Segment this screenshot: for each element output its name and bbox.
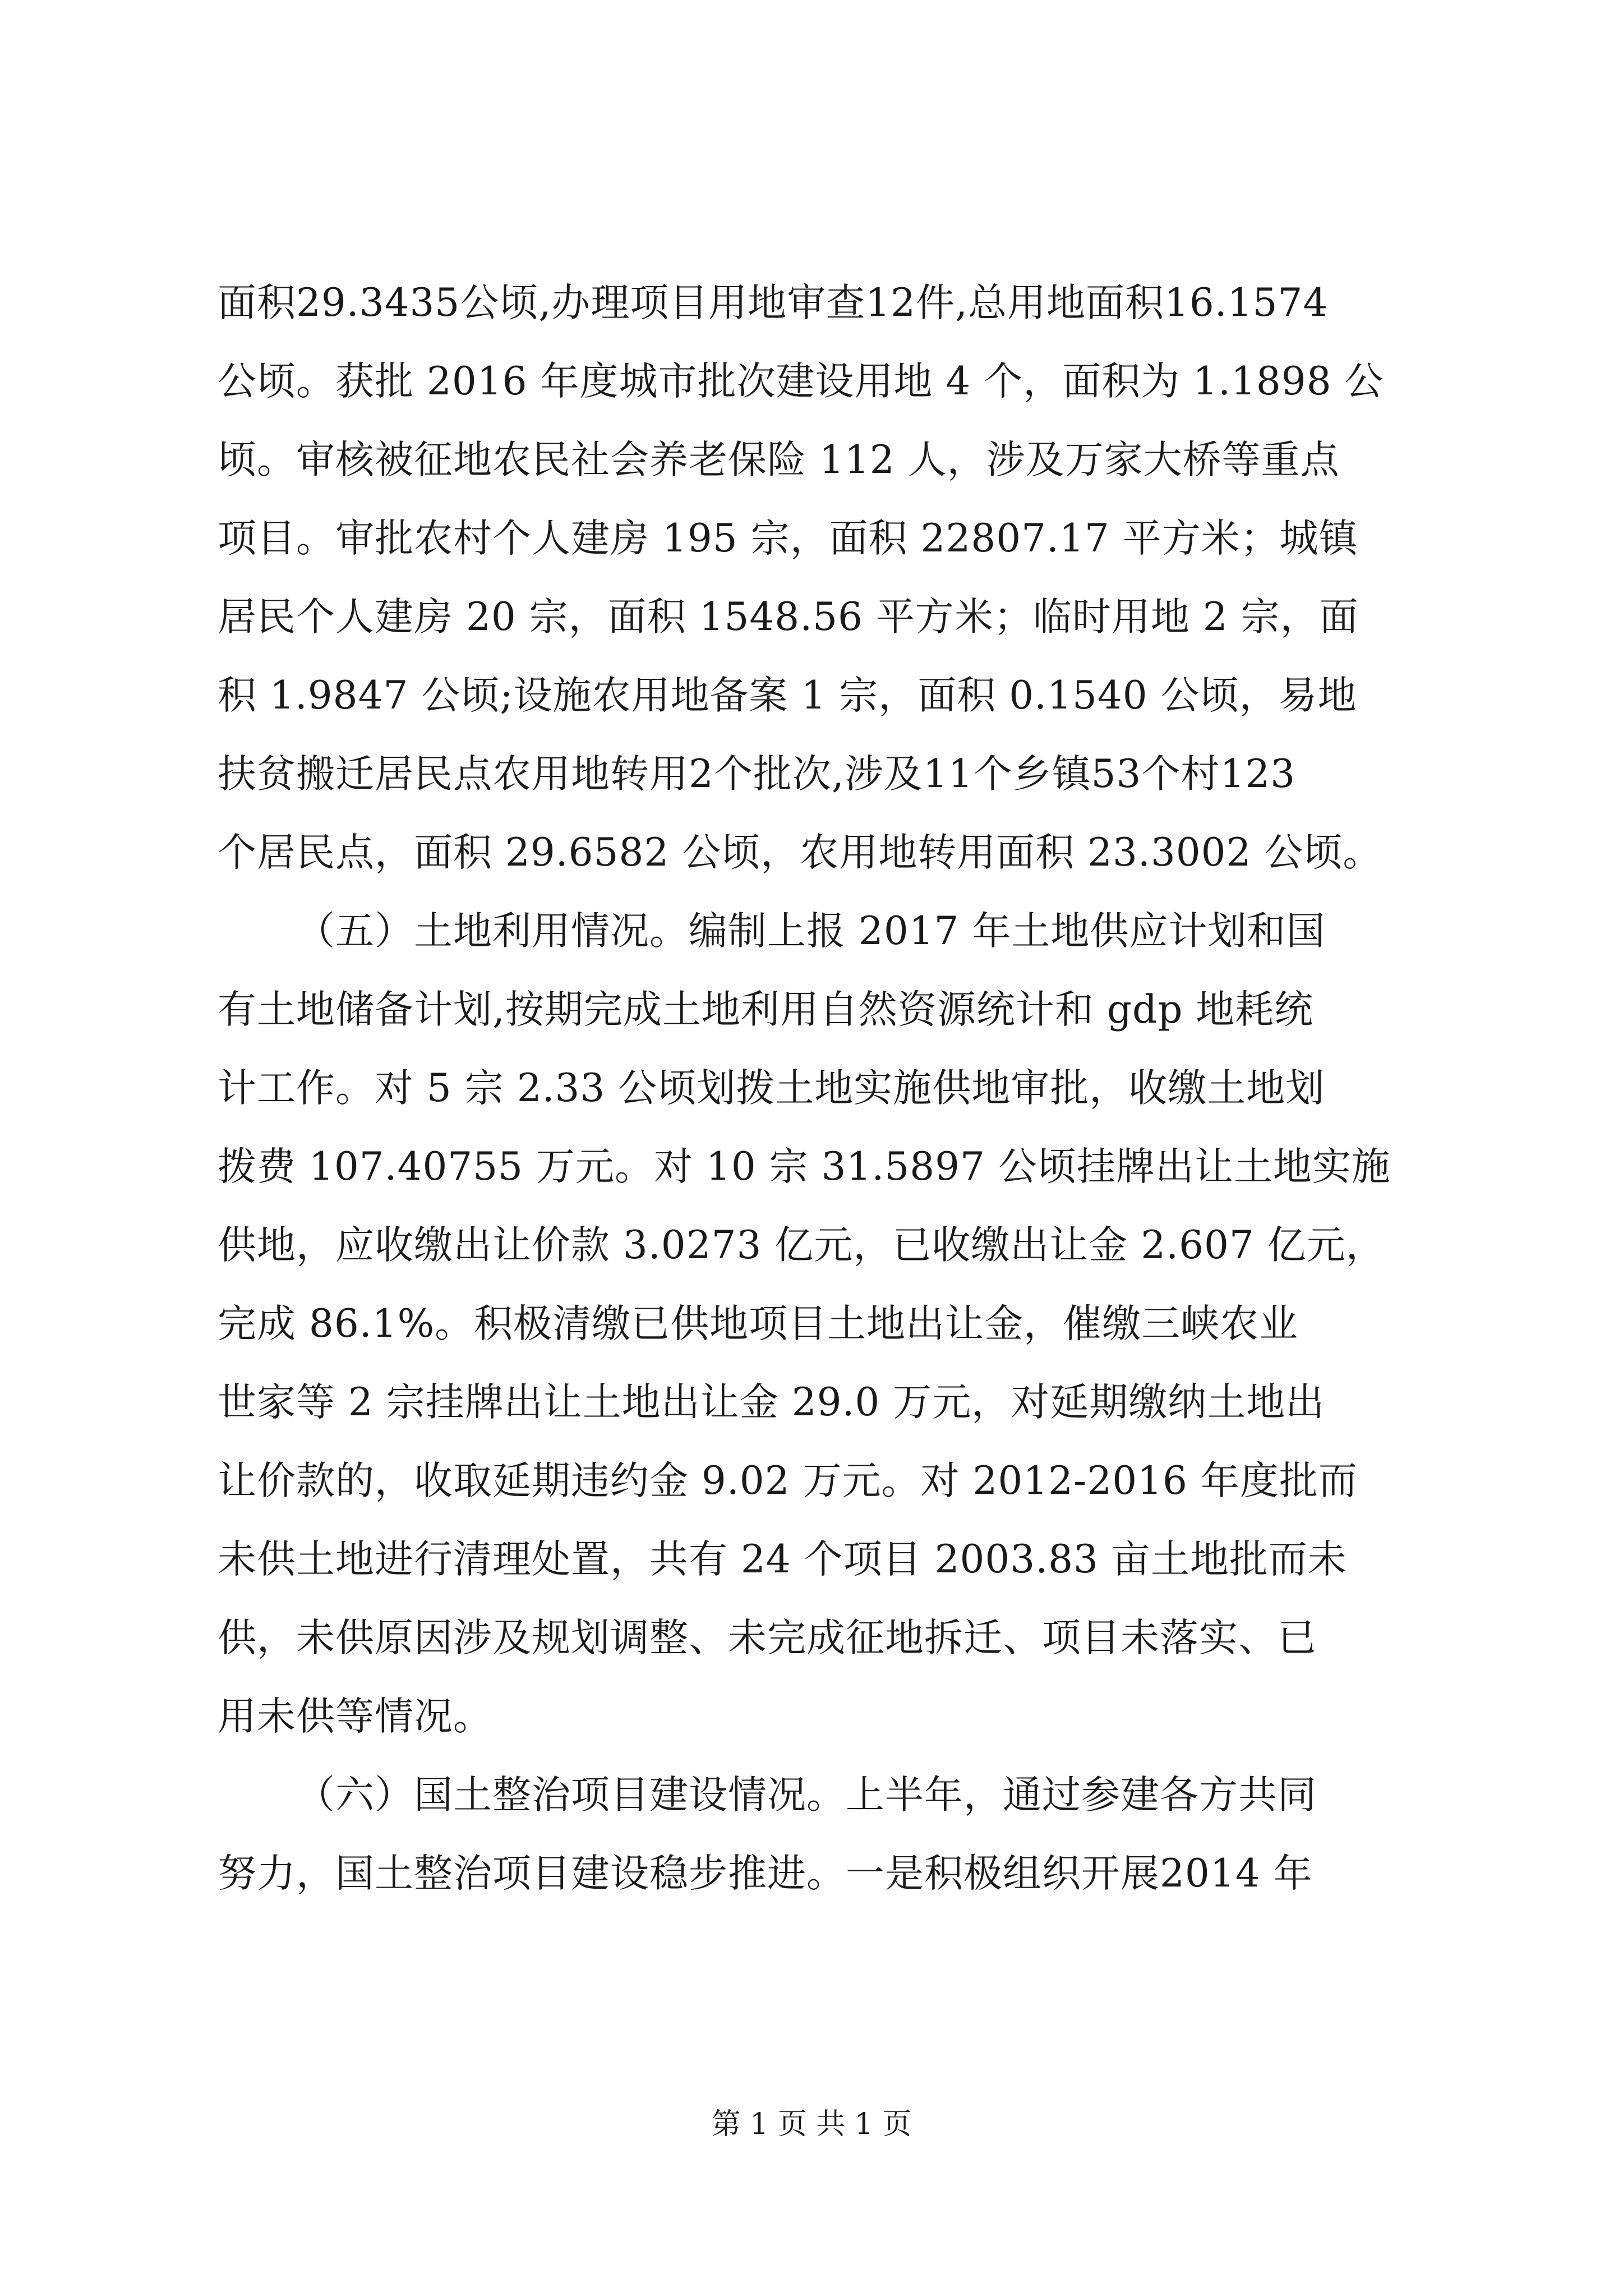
text-line: 供地，应收缴出让价款 3.0273 亿元，已收缴出让金 2.607 亿元，: [218, 1223, 1385, 1268]
text-line: 个居民点，面积 29.6582 公顷，农用地转用面积 23.3002 公顷。: [218, 830, 1382, 875]
text-line: 用未供等情况。: [218, 1694, 492, 1739]
text-line: 未供土地进行清理处置，共有 24 个项目 2003.83 亩土地批而未: [218, 1537, 1347, 1582]
text-line: 让价款的，收取延期违约金 9.02 万元。对 2012-2016 年度批而: [218, 1458, 1358, 1503]
document-body: [218, 264, 1412, 1913]
text-line: 扶贫搬迁居民点农用地转用2个批次,涉及11个乡镇53个村123: [218, 752, 1296, 797]
text-line: 供，未供原因涉及规划调整、未完成征地拆迁、项目未落实、已: [218, 1616, 1317, 1660]
text-line: 完成 86.1%。积极清缴已供地项目土地出让金，催缴三峡农业: [218, 1301, 1299, 1346]
text-line: 公顷。获批 2016 年度城市批次建设用地 4 个，面积为 1.1898 公: [218, 359, 1384, 404]
text-line: 拨费 107.40755 万元。对 10 宗 31.5897 公顷挂牌出让土地实施: [218, 1144, 1391, 1189]
text-line: 顷。审核被征地农民社会养老保险 112 人，涉及万家大桥等重点: [218, 438, 1340, 482]
text-line: 面积29.3435公顷,办理项目用地审查12件,总用地面积16.1574: [218, 280, 1329, 325]
text-line: 努力，国土整治项目建设稳步推进。一是积极组织开展2014 年: [218, 1851, 1313, 1896]
paragraph-heading-line: （五）土地利用情况。编制上报 2017 年土地供应计划和国: [296, 909, 1326, 954]
text-line: 世家等 2 宗挂牌出让土地出让金 29.0 万元，对延期缴纳土地出: [218, 1380, 1325, 1425]
text-line: 积 1.9847 公顷;设施农用地备案 1 宗，面积 0.1540 公顷，易地: [218, 673, 1357, 718]
text-line: 计工作。对 5 宗 2.33 公顷划拨土地实施供地审批，收缴土地划: [218, 1066, 1325, 1111]
text-line: 居民个人建房 20 宗，面积 1548.56 平方米；临时用地 2 宗，面: [218, 595, 1359, 639]
page-number-footer: 第 1 页 共 1 页: [711, 2108, 912, 2141]
text-line: 有土地储备计划,按期完成土地利用自然资源统计和 gdp 地耗统: [218, 987, 1314, 1032]
text-line: 项目。审批农村个人建房 195 宗，面积 22807.17 平方米；城镇: [218, 516, 1358, 561]
paragraph-heading-line: （六）国土整治项目建设情况。上半年，通过参建各方共同: [296, 1773, 1317, 1818]
